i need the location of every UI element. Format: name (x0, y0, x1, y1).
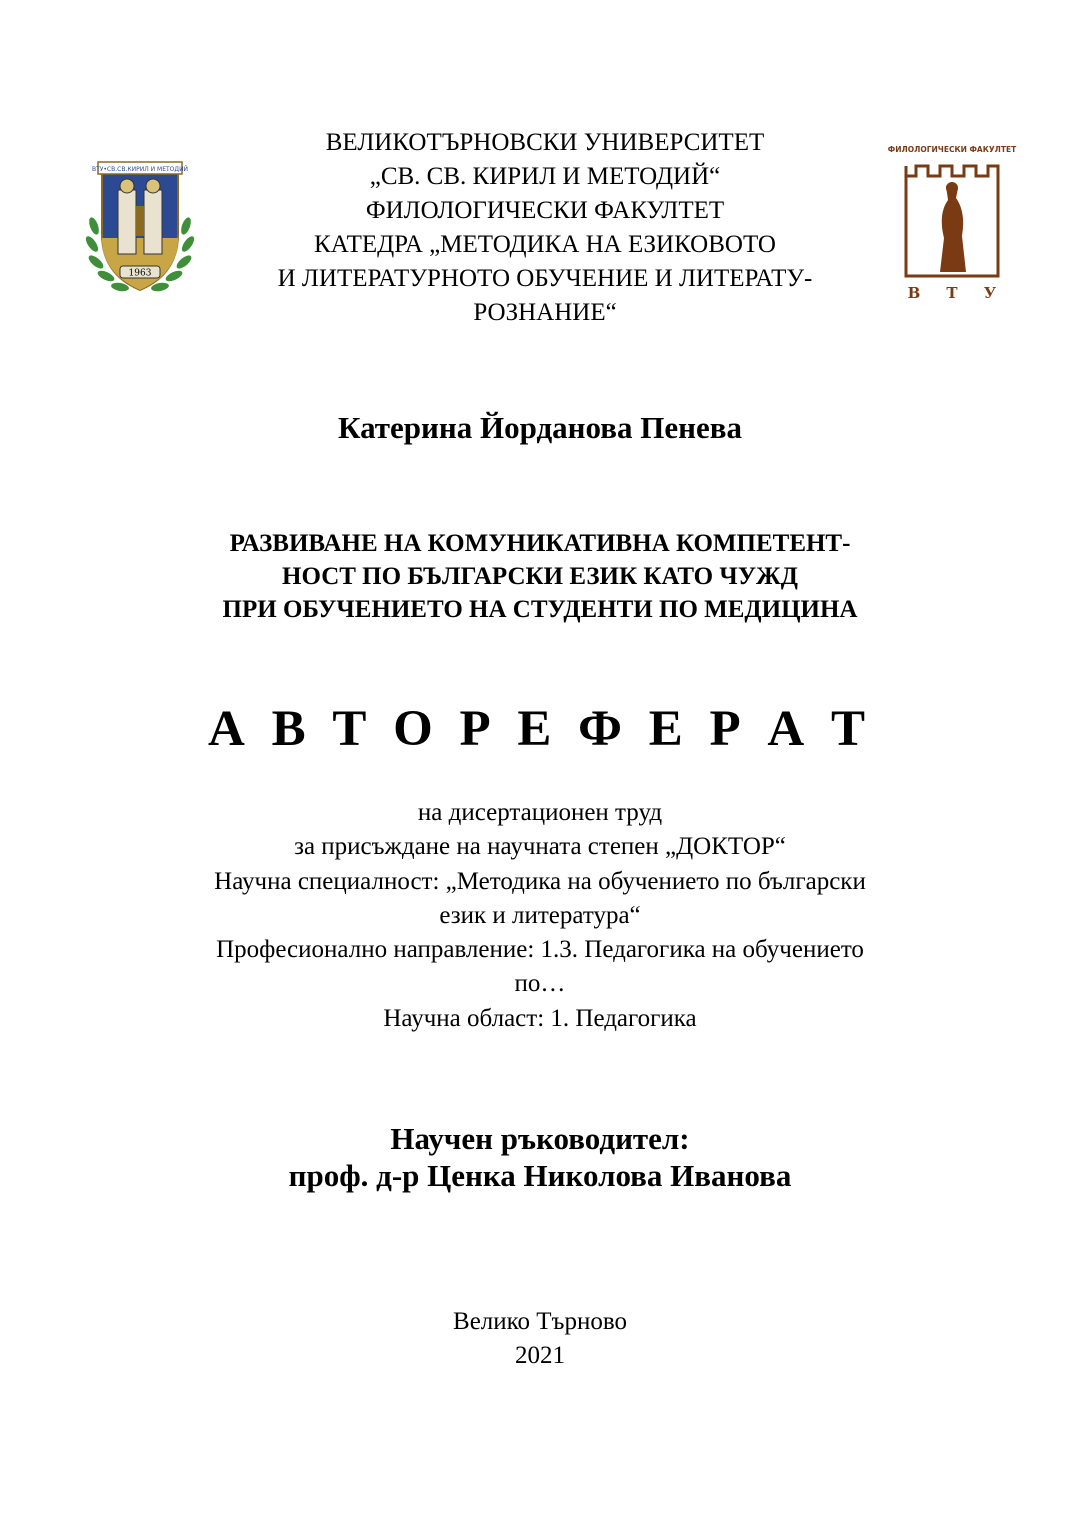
header-line: И ЛИТЕРАТУРНОТО ОБУЧЕНИЕ И ЛИТЕРАТУ- (277, 265, 813, 292)
university-emblem-icon (84, 156, 196, 298)
faculty-emblem-letter: Т (946, 284, 958, 302)
faculty-emblem-letter: У (983, 284, 997, 302)
details-line: по… (514, 970, 566, 998)
details-line: Професионално направление: 1.3. Педагогика на обучението (216, 936, 864, 964)
dissertation-details (0, 796, 1080, 1036)
faculty-emblem-letter: В (907, 284, 921, 302)
thesis-title-line: НОСТ ПО БЪЛГАРСКИ ЕЗИК КАТО ЧУЖД (282, 563, 798, 590)
place: Велико Търново (453, 1308, 627, 1335)
header-line: ФИЛОЛОГИЧЕСКИ ФАКУЛТЕТ (365, 197, 725, 224)
emblem-banner-text: ВТУ•СВ.СВ.КИРИЛ И МЕТОДИЙ (91, 166, 189, 173)
header-line: РОЗНАНИЕ“ (473, 299, 617, 326)
supervisor-name: проф. д-р Ценка Николова Иванова (288, 1158, 792, 1193)
details-line: за присъждане на научната степен „ДОКТОР“ (294, 833, 786, 861)
details-line: Научна област: 1. Педагогика (383, 1004, 697, 1032)
emblem-year: 1963 (128, 268, 152, 279)
institution-header (200, 126, 890, 330)
faculty-emblem-icon (887, 140, 1017, 302)
year: 2021 (515, 1342, 565, 1369)
thesis-title-line: ПРИ ОБУЧЕНИЕТО НА СТУДЕНТИ ПО МЕДИЦИНА (222, 596, 858, 623)
faculty-emblem-title: ФИЛОЛОГИЧЕСКИ ФАКУЛТЕТ (887, 145, 1017, 154)
details-line: Научна специалност: „Методика на обучението по български (214, 867, 866, 895)
details-line: на дисертационен труд (417, 799, 663, 826)
details-line: език и литература“ (439, 901, 641, 929)
thesis-title-line: РАЗВИВАНЕ НА КОМУНИКАТИВНА КОМПЕТЕНТ- (229, 530, 851, 557)
author-name: Катерина Йорданова Пенева (338, 410, 742, 445)
supervisor-block (0, 1120, 1080, 1194)
header-line: КАТЕДРА „МЕТОДИКА НА ЕЗИКОВОТО (314, 231, 776, 258)
header-line: „СВ. СВ. КИРИЛ И МЕТОДИЙ“ (369, 163, 721, 190)
thesis-title (0, 527, 1080, 626)
document-type-heading: А В Т О Р Е Ф Е Р А Т (207, 701, 873, 757)
supervisor-label: Научен ръководител: (390, 1121, 690, 1156)
place-year-block (0, 1305, 1080, 1373)
header-line: ВЕЛИКОТЪРНОВСКИ УНИВЕРСИТЕТ (325, 129, 765, 156)
